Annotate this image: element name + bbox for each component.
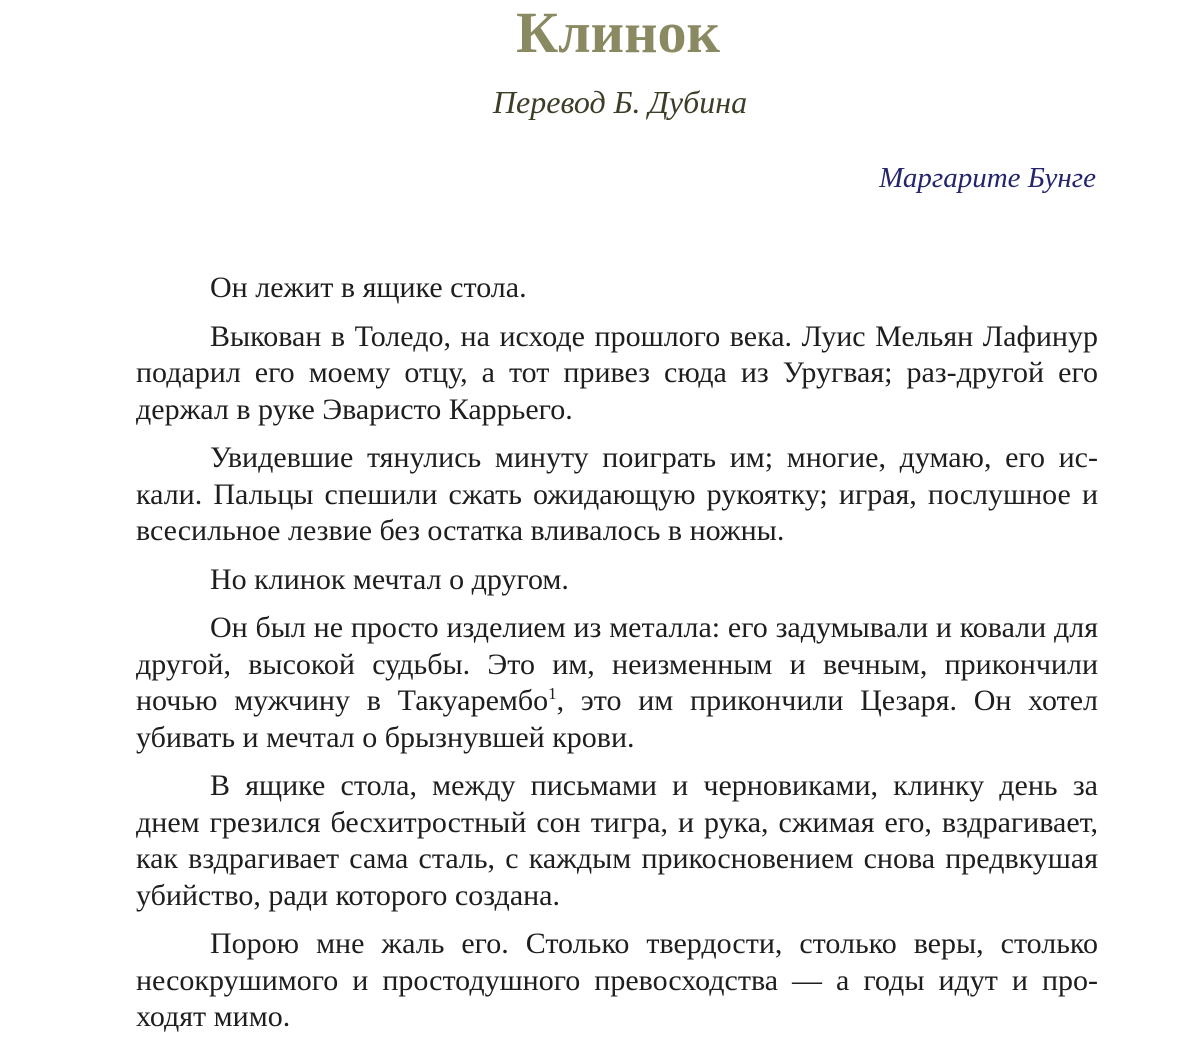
body-text — [136, 270, 1098, 1048]
translator-credit: Перевод Б. Дубина — [492, 84, 748, 120]
paragraph: Увидевшие тянулись минуту поиграть им; многие, думаю, его искали. Пальцы спешили сжать ожидающую рукоятку; играя, послушное и всесильное лезвие без остатка вливалось в ножны. — [136, 441, 1098, 547]
paragraph — [136, 610, 1098, 756]
page-title: Клинок — [516, 0, 720, 65]
dedication: Маргарите Бунге — [879, 162, 1096, 194]
paragraph: Он лежит в ящике стола. — [210, 271, 527, 304]
paragraph: Но клинок мечтал о другом. — [210, 562, 569, 596]
paragraph: Порою мне жаль его. Столько твердости, столько веры, столько несокрушимого и простодушного превосходства — а годы идут и проходят мимо. — [136, 927, 1098, 1033]
paragraph-text: Он был не просто изделием из металла: его задумывали и ковали для другой, высокой судьбы. Это им, неизменным и вечным, прикончили ночью мужчину в Такуарембо — [136, 611, 1098, 717]
paragraph: В ящике стола, между письмами и черновиками, клинку день за днем грезился бесхитростный сон тигра, и рука, сжимая его, вздрагивает, как вздрагивает сама сталь, с каждым прикосновением снова предвкушая убийство, ради которого создана. — [136, 769, 1098, 912]
footnote-marker[interactable]: 1 — [548, 684, 557, 703]
paragraph: Выкован в Толедо, на исходе прошлого века. Луис Мельян Лафинур подарил его моему отцу, а тот привез сюда из Уругвая; раз-другой его держал в руке Эваристо Каррьего. — [136, 319, 1098, 426]
paragraph-text: , это им прикончили Цезаря. Он хотел убивать и мечтал о брызнувшей крови. — [136, 684, 1099, 754]
